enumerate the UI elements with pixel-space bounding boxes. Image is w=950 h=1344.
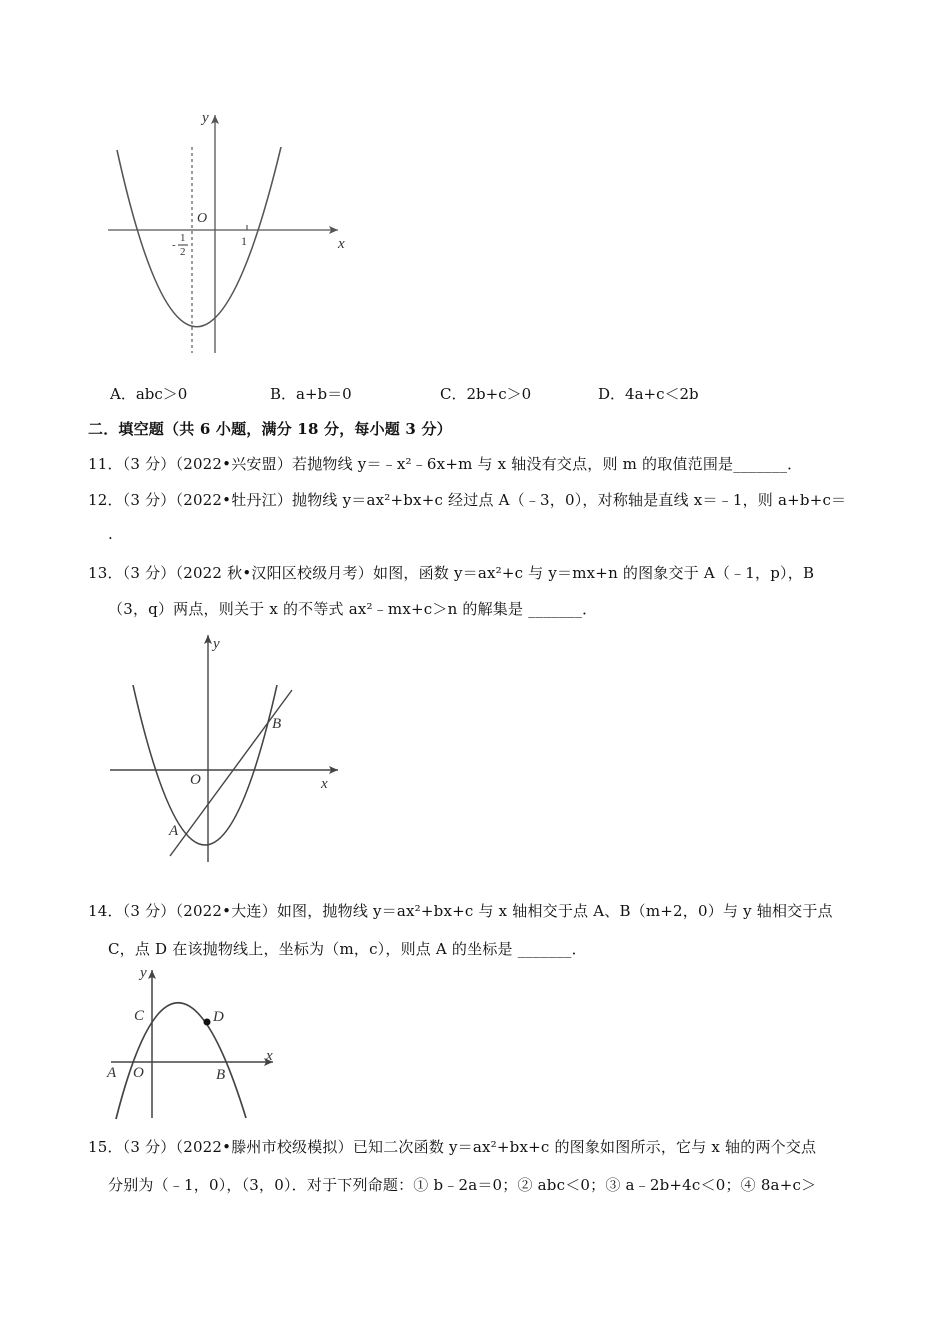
- x-axis-label: x: [266, 1048, 273, 1064]
- point-a-label: A: [169, 823, 179, 839]
- question-14: 14．（3 分）（2022•大连）如图，抛物线 y＝ax²+bx+c 与 x 轴相交于点 A、B（m+2，0）与 y 轴相交于点: [88, 902, 833, 920]
- y-axis-label: y: [213, 636, 220, 652]
- frac-denominator: 2: [180, 246, 186, 258]
- option-d: D．4a+c＜2b: [598, 385, 699, 403]
- question-13: 13．（3 分）（2022 秋•汉阳区校级月考）如图，函数 y＝ax²+c 与 y＝mx+n 的图象交于 A（﹣1，p），B: [88, 564, 815, 582]
- origin-label: O: [190, 772, 201, 788]
- x-axis-label: x: [321, 776, 328, 792]
- question-12: 12．（3 分）（2022•牡丹江）抛物线 y＝ax²+bx+c 经过点 A（﹣3，0），对称轴是直线 x＝﹣1，则 a+b+c＝: [88, 491, 847, 509]
- origin-label: O: [197, 211, 208, 226]
- y-axis-label: y: [202, 110, 209, 126]
- point-a-label: A: [107, 1065, 117, 1081]
- y-axis-label: y: [140, 965, 147, 981]
- frac-numerator: 1: [180, 232, 186, 244]
- figure-parabola-line: [105, 630, 350, 865]
- frac-sign: -: [172, 239, 176, 251]
- question-12-cont: .: [108, 525, 113, 543]
- x-axis-label: x: [338, 236, 345, 252]
- section-title: 二．填空题（共 6 小题，满分 18 分，每小题 3 分）: [88, 420, 452, 438]
- origin-label: O: [133, 1065, 144, 1081]
- figure-parabola-1: [100, 105, 360, 360]
- option-a: A．abc＞0: [110, 385, 188, 403]
- question-11: 11．（3 分）（2022•兴安盟）若抛物线 y＝﹣x²﹣6x+m 与 x 轴没有交点，则 m 的取值范围是_______．: [88, 455, 803, 473]
- question-15: 15．（3 分）（2022•滕州市校级模拟）已知二次函数 y＝ax²+bx+c 的图象如图所示，它与 x 轴的两个交点: [88, 1138, 817, 1156]
- point-b-label: B: [272, 716, 282, 732]
- question-15-cont: 分别为（﹣1，0），（3，0）．对于下列命题：① b﹣2a＝0；② abc＜0；③ a﹣2b+4c＜0；④ 8a+c＞: [108, 1176, 817, 1194]
- point-c-label: C: [134, 1008, 145, 1024]
- option-c: C．2b+c＞0: [440, 385, 532, 403]
- point-d-label: D: [213, 1009, 224, 1025]
- question-14-cont: C，点 D 在该抛物线上，坐标为（m，c），则点 A 的坐标是 _______．: [108, 940, 587, 958]
- tick-label-one: 1: [241, 234, 247, 248]
- point-b-label: B: [216, 1067, 226, 1083]
- figure-parabola-points: [103, 962, 283, 1122]
- question-13-cont: （3，q）两点，则关于 x 的不等式 ax²﹣mx+c＞n 的解集是 _______．: [108, 600, 598, 618]
- option-b: B．a+b＝0: [270, 385, 352, 403]
